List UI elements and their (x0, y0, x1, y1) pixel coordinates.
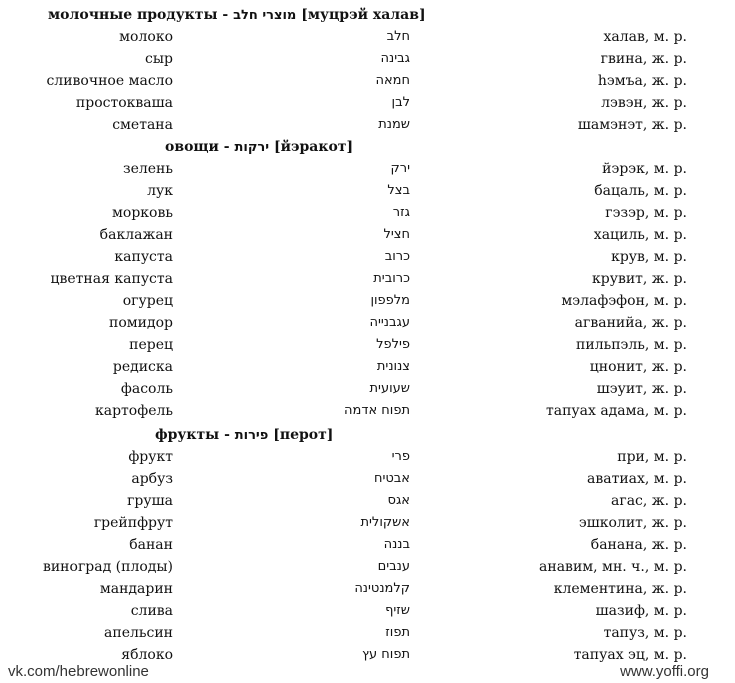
vocab-row (0, 180, 735, 202)
hebrew-word: גזר (392, 205, 410, 220)
vocab-row (0, 48, 735, 70)
hebrew-word: תפוח אדמה (344, 403, 410, 418)
russian-word: лук (147, 183, 173, 199)
transliteration: аватиах, м. р. (587, 471, 687, 487)
russian-word: перец (129, 337, 173, 353)
russian-word: апельсин (104, 625, 173, 641)
russian-word: виноград (плоды) (42, 559, 173, 575)
transliteration: тапуах адама, м. р. (545, 403, 687, 419)
transliteration: hэмъа, ж. р. (597, 73, 687, 89)
vocab-row (0, 600, 735, 622)
transliteration: гвина, ж. р. (600, 51, 687, 67)
hebrew-word: אבטיח (373, 471, 410, 486)
vocab-row (0, 534, 735, 556)
russian-word: капуста (114, 249, 173, 265)
vocab-row (0, 114, 735, 136)
russian-word: цветная капуста (50, 271, 173, 287)
section-header-dairy (48, 4, 426, 27)
russian-word: огурец (122, 293, 173, 309)
russian-word: помидор (109, 315, 173, 331)
hebrew-word: פרי (391, 449, 410, 464)
hebrew-word: קלמנטינה (354, 581, 410, 596)
hebrew-word: כרובית (373, 271, 410, 286)
section-title-tr: [перот] (268, 427, 334, 443)
section-title-ru: молочные продукты - (48, 7, 234, 23)
vocab-row (0, 622, 735, 644)
hebrew-word: אשקולית (360, 515, 410, 530)
vocab-row (0, 556, 735, 578)
hebrew-word: עגבנייה (369, 315, 410, 330)
russian-word: арбуз (131, 471, 173, 487)
section-title-tr: [йэракот] (269, 139, 354, 155)
vocab-row (0, 224, 735, 246)
transliteration: йэрэк, м. р. (602, 161, 687, 177)
russian-word: редиска (112, 359, 173, 375)
footer-right-link[interactable]: www.yoffi.org (620, 663, 709, 680)
vocab-row (0, 312, 735, 334)
vocab-row (0, 26, 735, 48)
transliteration: пильпэль, м. р. (576, 337, 687, 353)
hebrew-word: ענבים (377, 559, 410, 574)
transliteration: бацаль, м. р. (594, 183, 687, 199)
hebrew-word: ירק (390, 161, 410, 176)
transliteration: при, м. р. (617, 449, 687, 465)
vocab-row (0, 400, 735, 422)
vocab-row (0, 246, 735, 268)
vocab-row (0, 70, 735, 92)
russian-word: грейпфрут (93, 515, 173, 531)
transliteration: мэлафэфон, м. р. (561, 293, 687, 309)
hebrew-word: כרוב (384, 249, 410, 264)
transliteration: тапуах эц, м. р. (573, 647, 687, 663)
transliteration: гэзэр, м. р. (605, 205, 687, 221)
vocab-row (0, 356, 735, 378)
transliteration: хациль, м. р. (593, 227, 687, 243)
transliteration: эшколит, ж. р. (578, 515, 687, 531)
section-title-he: ירקות (234, 140, 270, 155)
hebrew-word: גבינה (380, 51, 410, 66)
hebrew-word: שעועית (369, 381, 410, 396)
transliteration: шэуит, ж. р. (596, 381, 687, 397)
vocab-row (0, 512, 735, 534)
hebrew-word: שזיף (385, 603, 410, 618)
hebrew-word: תפוח עץ (362, 647, 410, 662)
vocab-row (0, 490, 735, 512)
section-header-vegetables (165, 136, 353, 159)
hebrew-word: פילפל (376, 337, 410, 352)
russian-word: слива (130, 603, 173, 619)
hebrew-word: תפוז (385, 625, 410, 640)
section-title-ru: овощи - (165, 139, 235, 155)
vocab-row (0, 468, 735, 490)
russian-word: молоко (119, 29, 173, 45)
vocab-row (0, 378, 735, 400)
hebrew-word: בננה (383, 537, 410, 552)
section-title-ru: фрукты - (155, 427, 235, 443)
hebrew-word: חציל (383, 227, 410, 242)
hebrew-word: מלפפון (370, 293, 410, 308)
vocab-row (0, 268, 735, 290)
footer-left-link[interactable]: vk.com/hebrewonline (8, 663, 149, 680)
section-title-he: מוצרי חלב (233, 8, 297, 23)
russian-word: фасоль (120, 381, 173, 397)
russian-word: сметана (112, 117, 173, 133)
vocab-row (0, 92, 735, 114)
russian-word: баклажан (99, 227, 173, 243)
transliteration: банана, ж. р. (590, 537, 687, 553)
vocab-row (0, 578, 735, 600)
transliteration: агванийа, ж. р. (574, 315, 687, 331)
russian-word: банан (129, 537, 173, 553)
hebrew-word: אגס (387, 493, 410, 508)
vocab-row (0, 158, 735, 180)
transliteration: крувит, ж. р. (592, 271, 687, 287)
russian-word: груша (127, 493, 173, 509)
transliteration: шамэнэт, ж. р. (577, 117, 687, 133)
vocab-row (0, 446, 735, 468)
section-title-he: פירות (234, 428, 269, 443)
transliteration: лэвэн, ж. р. (601, 95, 687, 111)
transliteration: халав, м. р. (603, 29, 687, 45)
transliteration: агас, ж. р. (611, 493, 687, 509)
hebrew-word: חמאה (375, 73, 410, 88)
transliteration: крув, м. р. (611, 249, 687, 265)
transliteration: анавим, мн. ч., м. р. (539, 559, 687, 575)
hebrew-word: לבן (391, 95, 410, 110)
vocab-row (0, 334, 735, 356)
hebrew-word: בצל (387, 183, 410, 198)
russian-word: зелень (122, 161, 173, 177)
vocab-row (0, 202, 735, 224)
russian-word: мандарин (99, 581, 173, 597)
russian-word: простокваша (75, 95, 173, 111)
section-header-fruits (155, 424, 333, 447)
russian-word: сыр (145, 51, 173, 67)
russian-word: морковь (112, 205, 173, 221)
vocab-row (0, 290, 735, 312)
transliteration: клементина, ж. р. (553, 581, 687, 597)
hebrew-word: שמנת (378, 117, 410, 132)
russian-word: яблоко (121, 647, 173, 663)
russian-word: картофель (95, 403, 173, 419)
russian-word: фрукт (128, 449, 173, 465)
transliteration: тапуз, м. р. (603, 625, 687, 641)
hebrew-word: חלב (386, 29, 410, 44)
transliteration: шазиф, м. р. (595, 603, 687, 619)
section-title-tr: [муцрэй халав] (296, 7, 426, 23)
hebrew-word: צנונית (376, 359, 410, 374)
transliteration: цнонит, ж. р. (589, 359, 687, 375)
russian-word: сливочное масло (46, 73, 173, 89)
